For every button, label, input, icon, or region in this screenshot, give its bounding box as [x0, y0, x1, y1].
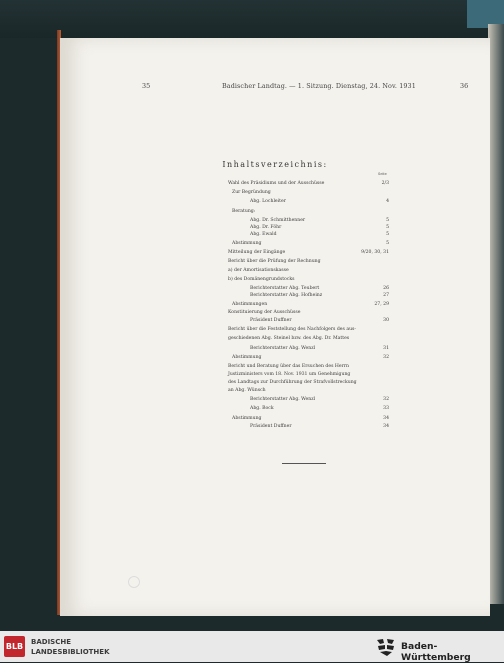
right-page-number: 36 [460, 82, 469, 90]
toc-entry-page: 31 [383, 346, 389, 351]
toc-entry [60, 406, 490, 414]
toc-entry [60, 310, 490, 318]
toc-entry-text: des Landtags zur Durchführung der Strafvollstreckung [228, 380, 357, 385]
toc-entry-text: Präsident Duffner [250, 318, 292, 323]
toc-entry [60, 181, 490, 189]
footer-bar [0, 631, 504, 662]
toc-entry [60, 424, 490, 432]
toc-entry [60, 302, 490, 310]
toc-entry-text: Abg. Dr. Föhr [250, 225, 282, 230]
state-name[interactable]: Baden-Württemberg [401, 641, 471, 663]
toc-entry [60, 397, 490, 405]
toc-entry [60, 388, 490, 396]
toc-entry [60, 277, 490, 285]
library-name-line2: LANDESBIBLIOTHEK [31, 648, 110, 656]
toc-entry [60, 232, 490, 240]
toc-entry-page: 32 [383, 397, 389, 402]
toc-entry-text: Mitteilung der Eingänge [228, 250, 286, 255]
end-rule [282, 463, 326, 464]
toc-entry-page: 30 [383, 318, 389, 323]
toc-entry-page: 32 [383, 355, 389, 360]
toc-entry-text: Justizministers vom 18. Nov. 1931 um Genehmigung [228, 372, 351, 377]
toc-entry-page: 4 [386, 199, 389, 204]
toc-entry-text: Berichterstatter Abg. Wenzl [250, 346, 316, 351]
toc-entry-text: Abg. Dr. Schmitthenner [250, 218, 306, 223]
toc-entry-page: 33 [383, 406, 389, 411]
toc-entry-text: Abg. Ewald [250, 232, 277, 237]
toc-entry-page: 5 [386, 241, 389, 246]
toc-entry-text: Abg. Lochleiter [250, 199, 286, 204]
blb-logo[interactable] [4, 636, 25, 657]
toc-entry [60, 346, 490, 354]
toc-entry-text: Zur Begründung [232, 190, 271, 195]
toc-entry-text: b) des Domänengrundstocks [228, 277, 295, 282]
toc-entry-text: Bericht über die Prüfung der Rechnung [228, 259, 321, 264]
toc-entry [60, 318, 490, 326]
toc-entry-page: 2/3 [381, 181, 389, 186]
toc-entry-text: Abstimmungen [232, 302, 268, 307]
toc-entry-page: 26 [383, 286, 389, 291]
toc-entry-text: Berichterstatter Abg. Teubert [250, 286, 320, 291]
blb-logo-text: BLB [5, 642, 24, 651]
toc-entry-text: Beratung: [232, 209, 256, 214]
toc-entry [60, 259, 490, 267]
toc-entry-text: Konstituierung der Ausschüsse [228, 310, 301, 315]
toc-entry [60, 293, 490, 301]
scan-background [0, 0, 504, 38]
toc-entry-text: an Abg. Wünsch [228, 388, 266, 393]
header-title: Badischer Landtag. — 1. Sitzung. Dienstag, 24. Nov. 1931 [222, 82, 416, 90]
toc-entry-page: 27 [383, 293, 389, 298]
toc-entry [60, 268, 490, 276]
toc-entry-text: Bericht und Beratung über das Ersuchen des Herrn [228, 364, 349, 369]
toc-entry-text: Abg. Bock [250, 406, 274, 411]
toc-entry-text: geschiedenen Abg. Steinel bzw. des Abg. Dr. Mattes [228, 336, 350, 341]
scan-mark [128, 576, 140, 588]
toc-entry [60, 364, 490, 372]
toc-entry-page: 5 [386, 225, 389, 230]
toc-entry-text: Abstimmung [232, 241, 262, 246]
toc-entry-text: Präsident Duffner [250, 424, 292, 429]
toc-entry-page: 5 [386, 232, 389, 237]
toc-entry [60, 209, 490, 217]
toc-entry [60, 241, 490, 249]
toc-entry-page: 34 [383, 424, 389, 429]
toc-entry [60, 250, 490, 258]
toc-entry-text: Abstimmung [232, 416, 262, 421]
toc-entry-page: 27, 29 [374, 302, 389, 307]
toc-entry-text: Wahl des Präsidiums und der Ausschüsse [228, 181, 325, 186]
toc-entry [60, 190, 490, 198]
toc-entry-text: Berichterstatter Abg. Hofheinz [250, 293, 323, 298]
toc-title: Inhaltsverzeichnis: [222, 160, 328, 169]
library-name-line1: BADISCHE [31, 638, 71, 646]
document-page [60, 38, 490, 616]
left-page-number: 35 [142, 82, 151, 90]
toc-entry-text: a) der Amortisationskasse [228, 268, 289, 273]
toc-entry [60, 199, 490, 207]
toc-entry-text: Bericht über die Feststellung des Nachfolgers des aus- [228, 327, 356, 332]
toc-entry [60, 336, 490, 344]
toc-entry-text: Abstimmung [232, 355, 262, 360]
toc-entry-text: Berichterstatter Abg. Wenzl [250, 397, 316, 402]
toc-entry-page: 5 [386, 218, 389, 223]
toc-entry [60, 327, 490, 335]
page-column-label: Seite [378, 172, 387, 176]
toc-entry [60, 416, 490, 424]
lion-crest-icon [375, 637, 397, 657]
toc-entry [60, 380, 490, 388]
toc-entry-page: 9/20, 30, 31 [361, 250, 389, 255]
book-right-edge [488, 24, 504, 604]
toc-entry-page: 34 [383, 416, 389, 421]
library-name[interactable] [31, 637, 110, 657]
toc-entry [60, 372, 490, 380]
toc-entry [60, 355, 490, 363]
